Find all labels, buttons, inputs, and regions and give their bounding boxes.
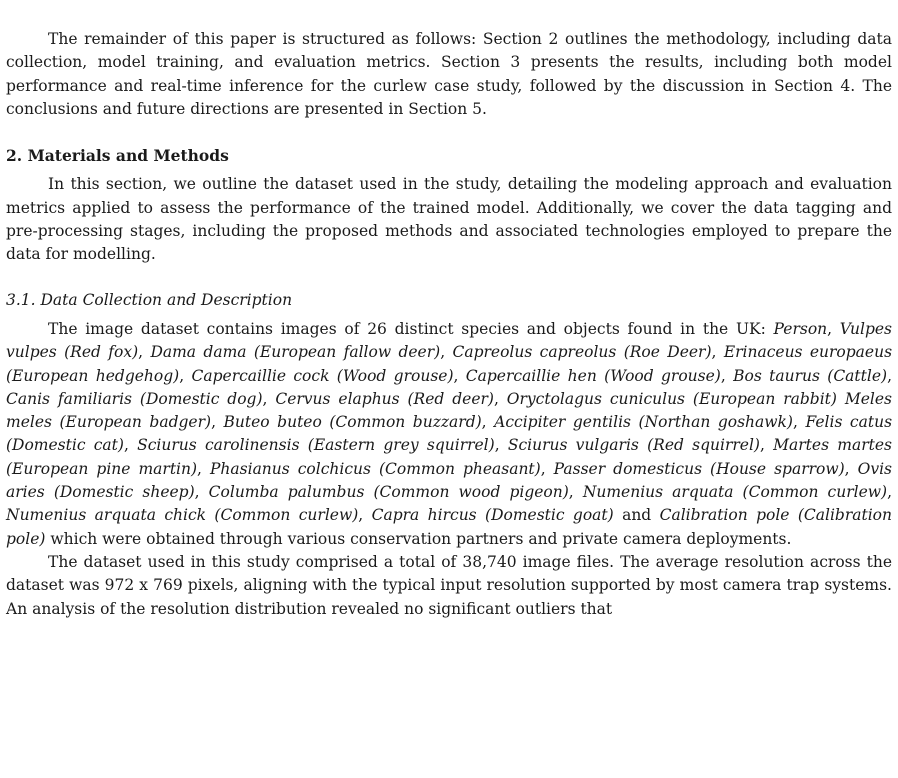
species-item: Buteo buteo (Common buzzard)	[223, 413, 482, 432]
paper-page	[0, 28, 898, 621]
species-tail: which were obtained through various conservation partners and private camera deployments.	[45, 529, 792, 548]
species-item: Erinaceus europaeus (European hedgehog)	[6, 343, 893, 385]
species-item: Phasianus colchicus (Common pheasant)	[210, 459, 541, 478]
dataset-paragraph: The dataset used in this study comprised a total of 38,740 image files. The average resolution across the dataset was 972 x 769 pixels, aligning with the typical input resolution supported by most camera trap systems. An analysis of the resolution distribution revealed no significant outliers that	[6, 552, 892, 618]
species-item: Calibration pole (Calibration pole)	[6, 506, 892, 548]
species-item: Dama dama (European fallow deer)	[150, 343, 441, 362]
intro-paragraph: The remainder of this paper is structured as follows: Section 2 outlines the methodology, including data collection, model training, and evaluation metrics. Section 3 presents the results, including both model performance and real-time inference for the curlew case study, followed by the discussion in Section 4. The conclusions and future directions are presented in Section 5.	[6, 30, 892, 118]
section-heading: 2. Materials and Methods	[6, 146, 229, 166]
species-item: Person	[773, 319, 828, 338]
species-item: Capercaillie hen (Wood grouse)	[465, 366, 721, 385]
species-item: Felis catus (Domestic cat)	[6, 413, 893, 455]
species-item: Capreolus capreolus (Roe Deer)	[452, 343, 712, 362]
species-item: Oryctolagus cuniculus (European rabbit)	[506, 389, 837, 408]
species-item: Sciurus carolinensis (Eastern grey squirrel)	[137, 436, 495, 455]
species-item: Capra hircus (Domestic goat)	[371, 506, 614, 525]
species-item: Cervus elaphus (Red deer)	[275, 389, 494, 408]
species-item: Martes martes (European pine martin)	[6, 436, 892, 478]
species-item: Ovis aries (Domestic sheep)	[6, 459, 893, 502]
species-item: Bos taurus (Cattle)	[733, 366, 888, 385]
species-item: Columba palumbus (Common wood pigeon)	[208, 483, 569, 502]
methods-paragraph: In this section, we outline the dataset used in the study, detailing the modeling approach and evaluation metrics applied to assess the performance of the trained model. Additionally, we cover the data tagging and pre-processing stages, including the proposed methods and associated technologies employed to prepare the data for modelling.	[6, 175, 892, 264]
species-item: Accipiter gentilis (Northan goshawk)	[494, 413, 793, 432]
species-item: Passer domesticus (House sparrow)	[553, 459, 845, 478]
species-item: Numenius arquata chick (Common curlew)	[6, 506, 359, 525]
species-list: Person, Vulpes vulpes (Red fox), Dama dama (European fallow deer), Capreolus capreolus (Roe Deer), Erinaceus europaeus (European hedgehog), Capercaillie cock (Wood grouse), Capercaillie hen (Wood grouse), Bos taurus (Cattle), Canis familiaris (Domestic dog), Cervus elaphus (Red deer), Oryctolagus cuniculus (European rabbit) Meles meles (European badger), Buteo buteo (Common buzzard), Accipiter gentilis (Northan goshawk), Felis catus (Domestic cat), Sciurus carolinensis (Eastern grey squirrel), Sciurus vulgaris (Red squirrel), Martes martes (European pine martin), Phasianus colchicus (Common pheasant), Passer domesticus (House sparrow), Ovis aries (Domestic sheep), Columba palumbus (Common wood pigeon), Numenius arquata (Common curlew), Numenius arquata chick (Common curlew), Capra hircus (Domestic goat) and Calibration pole (Calibration pole)	[6, 319, 893, 548]
species-item: Vulpes vulpes (Red fox)	[6, 319, 892, 362]
species-lead: The image dataset contains images of 26 distinct species and objects found in the UK:	[48, 319, 774, 338]
species-item: Numenius arquata (Common curlew)	[582, 483, 888, 502]
species-item: Meles meles (European badger)	[6, 389, 892, 432]
subsection-heading: 3.1. Data Collection and Description	[6, 290, 293, 309]
species-item: Sciurus vulgaris (Red squirrel)	[507, 436, 760, 455]
species-paragraph	[6, 318, 892, 551]
species-item: Capercaillie cock (Wood grouse)	[191, 366, 454, 385]
species-item: Canis familiaris (Domestic dog)	[6, 389, 263, 408]
